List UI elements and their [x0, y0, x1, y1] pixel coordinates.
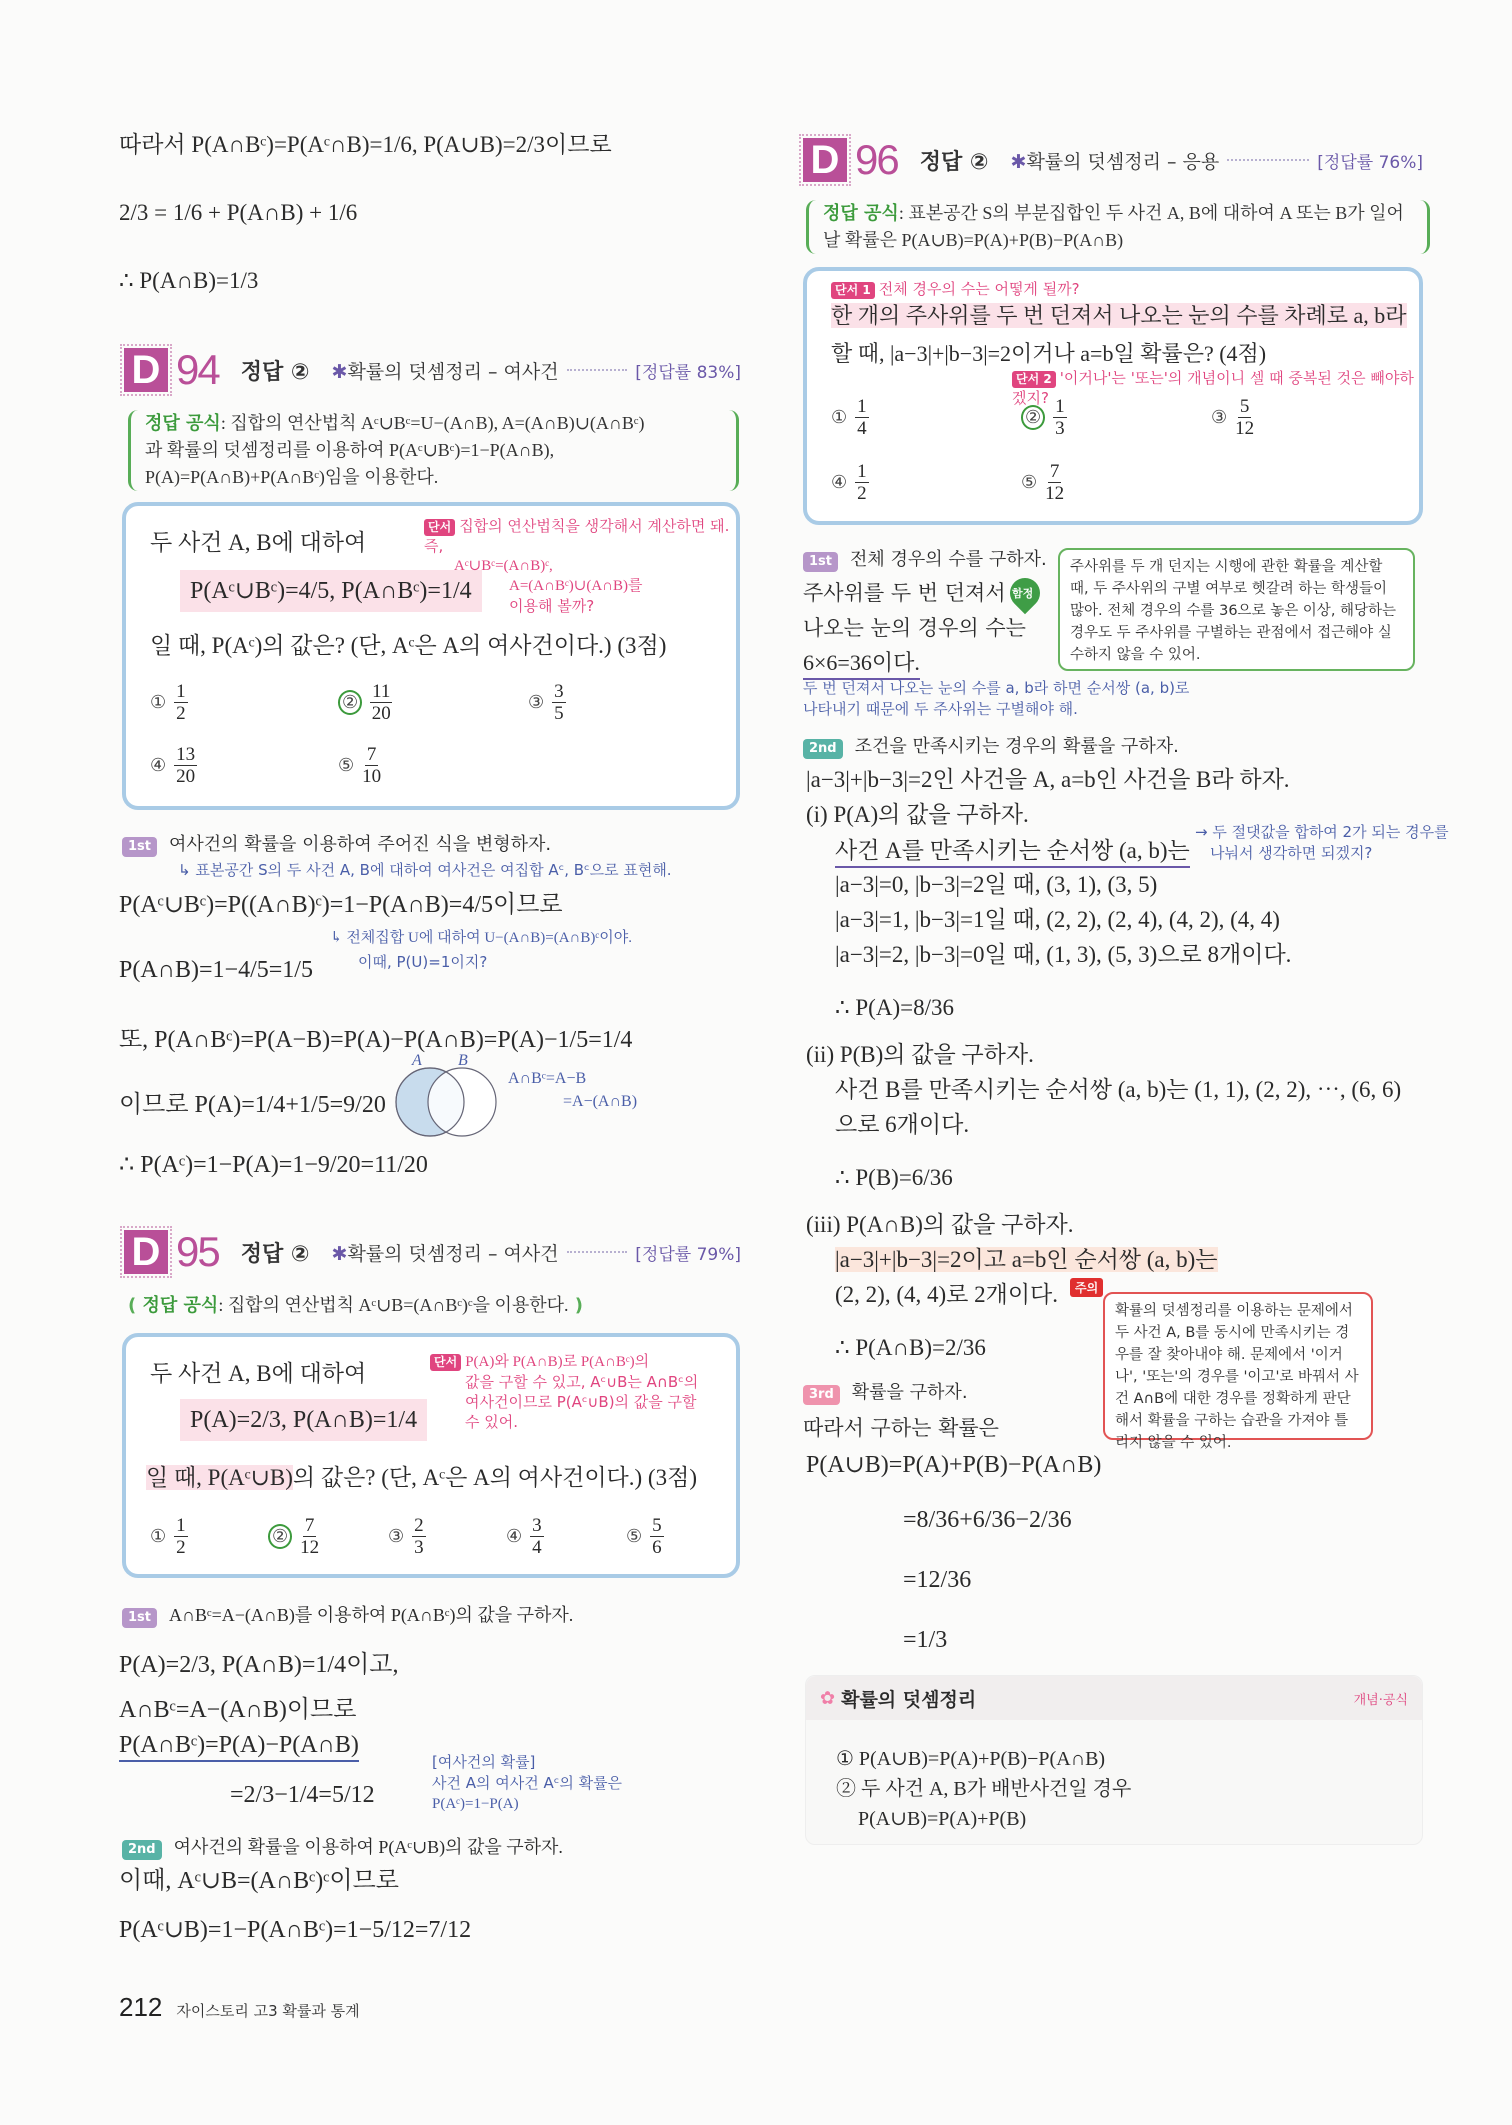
q96-question-line-2: 할 때, |a−3|+|b−3|=2이거나 a=b일 확률은? (4점)	[831, 341, 1267, 366]
prev-solution-line-2: 2/3 = 1/6 + P(A∩B) + 1/6	[119, 200, 358, 225]
q94-answer: 정답 ②	[240, 359, 310, 385]
q94-step1-eq5: ∴ P(Aᶜ)=1−P(A)=1−9/20=11/20	[119, 1152, 428, 1178]
hint-tag: 단서 1	[831, 282, 875, 299]
q94-step1-note: ↳ 표본공간 S의 두 사건 A, B에 대하여 여사건은 여집합 Aᶜ, Bᶜ으로 표현해.	[178, 861, 672, 879]
q96-step1-line-3: 6×6=36이다.	[803, 648, 920, 680]
q94-choice-4[interactable]: ④ $\frac{13}{20}$	[150, 744, 196, 787]
q95-answer: 정답 ②	[240, 1241, 310, 1267]
q96-part-i-line-4: |a−3|=2, |b−3|=0일 때, (1, 3), (5, 3)으로 8개이다.	[835, 942, 1292, 967]
q94-question-line-3: 일 때, P(Aᶜ)의 값은? (단, Aᶜ은 A의 여사건이다.) (3점)	[150, 633, 667, 658]
step-1-label: 1st	[122, 837, 157, 857]
q95-number: 95	[176, 1228, 219, 1275]
q96-part-i-line-3: |a−3|=1, |b−3|=1일 때, (2, 2), (2, 4), (4, 2), (4, 4)	[835, 907, 1280, 932]
q95-step2-heading: 2nd 여사건의 확률을 이용하여 P(Aᶜ∪B)의 값을 구하자.	[122, 1832, 563, 1863]
q96-part-i-note-2: 나눠서 생각하면 되겠지?	[1210, 844, 1373, 862]
q94-d-badge: D	[124, 348, 168, 392]
venn-note-1: A∩Bᶜ=A−B	[508, 1070, 587, 1087]
q96-part-ii-title: (ii) P(B)의 값을 구하자.	[806, 1042, 1034, 1067]
q96-choice-1[interactable]: ① $\frac{1}{4}$	[831, 396, 867, 439]
q95-formula-box: ( 정답 공식: 집합의 연산법칙 Aᶜ∪B=(A∩Bᶜ)ᶜ을 이용한다. )	[128, 1295, 584, 1316]
q96-d-badge: D	[803, 138, 847, 182]
selected-mark-icon: ②	[1021, 405, 1045, 430]
q96-part-ii-result: ∴ P(B)=6/36	[835, 1165, 953, 1190]
venn-label-b: B	[458, 1052, 468, 1069]
q95-step1-eq3: P(A∩Bᶜ)=P(A)−P(A∩B)	[119, 1730, 359, 1762]
selected-mark-icon: ②	[338, 690, 362, 715]
hint-tag: 단서	[430, 1354, 461, 1371]
q94-choice-1[interactable]: ① $\frac{1}{2}$	[150, 681, 186, 724]
q96-part-i-note-1: → 두 절댓값을 합하여 2가 되는 경우를	[1195, 823, 1449, 841]
q94-question-box	[122, 502, 740, 810]
book-title: 자이스토리 고3 확률과 통계	[176, 2002, 360, 2020]
q96-step2-heading: 2nd 조건을 만족시키는 경우의 확률을 구하자.	[803, 732, 1179, 762]
q96-part-iii-title: (iii) P(A∩B)의 값을 구하자.	[806, 1212, 1074, 1237]
q95-step2-eq2: P(Aᶜ∪B)=1−P(A∩Bᶜ)=1−5/12=7/12	[119, 1917, 472, 1943]
q96-rate: [정답률 76%]	[1317, 152, 1423, 173]
q95-choice-4[interactable]: ④ $\frac{3}{4}$	[506, 1515, 542, 1558]
q95-given: P(A)=2/3, P(A∩B)=1/4	[180, 1399, 427, 1441]
dotted-leader	[1227, 159, 1309, 161]
concept-line-2: ② 두 사건 A, B가 배반사건일 경우	[836, 1778, 1132, 1800]
q95-d-badge: D	[124, 1230, 168, 1274]
q95-step1-heading: 1st A∩Bᶜ=A−(A∩B)를 이용하여 P(A∩Bᶜ)의 값을 구하자.	[122, 1600, 573, 1631]
q94-choice-3[interactable]: ③ $\frac{3}{5}$	[528, 681, 564, 724]
q96-step3-eq2: =8/36+6/36−2/36	[903, 1507, 1072, 1533]
q94-given: P(Aᶜ∪Bᶜ)=4/5, P(A∩Bᶜ)=1/4	[180, 570, 482, 612]
prev-solution-line-1: 따라서 P(A∩Bᶜ)=P(Aᶜ∩B)=1/6, P(A∪B)=2/3이므로	[119, 132, 612, 157]
q94-choice-2[interactable]: ② $\frac{11}{20}$	[338, 681, 394, 724]
q95-question-box	[122, 1333, 740, 1578]
q96-header	[803, 135, 1423, 185]
q94-question-line-1: 두 사건 A, B에 대하여	[150, 530, 367, 555]
q96-choice-5[interactable]: ⑤ $\frac{7}{12}$	[1021, 461, 1065, 504]
q96-question-line-1: 한 개의 주사위를 두 번 던져서 나오는 눈의 수를 차례로 a, b라	[831, 303, 1407, 328]
prev-solution-line-3: ∴ P(A∩B)=1/3	[119, 268, 259, 293]
q96-part-i-result: ∴ P(A)=8/36	[835, 995, 954, 1020]
dotted-leader	[567, 369, 628, 371]
q96-step3-eq1: P(A∪B)=P(A)+P(B)−P(A∩B)	[806, 1452, 1102, 1478]
q94-rate: [정답률 83%]	[635, 362, 741, 383]
q94-header	[124, 345, 741, 395]
hint-tag: 단서	[424, 519, 455, 536]
q95-hint: 단서 P(A)와 P(A∩B)로 P(A∩Bᶜ)의 값을 구할 수 있고, Aᶜ∪B는 A∩Bᶜ의 여사건이므로 P(Aᶜ∪B)의 값을 구할 수 있어.	[430, 1351, 698, 1432]
step-2-label: 2nd	[122, 1840, 162, 1860]
q95-choice-5[interactable]: ⑤ $\frac{5}{6}$	[626, 1515, 662, 1558]
q96-part-ii-line-1: 사건 B를 만족시키는 순서쌍 (a, b)는 (1, 1), (2, 2), ⋯, (6, 6)	[835, 1077, 1402, 1102]
step-2-label: 2nd	[803, 739, 843, 759]
q95-header	[124, 1227, 741, 1277]
q95-step1-eq2: A∩Bᶜ=A−(A∩B)이므로	[119, 1697, 357, 1723]
trap-label: 함정	[1012, 587, 1034, 600]
q96-hint-1: 단서 1 전체 경우의 수는 어떻게 될까?	[831, 279, 1080, 299]
q95-question-line-3: 일 때, P(Aᶜ∪B)의 값은? (단, Aᶜ은 A의 여사건이다.) (3점)	[146, 1465, 697, 1490]
q96-formula-box: 정답 공식: 표본공간 S의 부분집합인 두 사건 A, B에 대하여 A 또는 B가 일어 날 확률은 P(A∪B)=P(A)+P(B)−P(A∩B)	[806, 200, 1430, 254]
q95-choice-3[interactable]: ③ $\frac{2}{3}$	[388, 1515, 424, 1558]
q96-step1-note-1: 두 번 던져서 나오는 눈의 수를 a, b라 하면 순서쌍 (a, b)로	[803, 679, 1190, 697]
venn-note-2: =A−(A∩B)	[563, 1093, 638, 1110]
q95-step1-eq1: P(A)=2/3, P(A∩B)=1/4이고,	[119, 1652, 399, 1678]
flower-icon: ✿	[820, 1687, 836, 1709]
q95-side-line-2: P(Aᶜ)=1−P(A)	[432, 1796, 519, 1812]
q96-step3-heading: 3rd 확률을 구하자.	[803, 1378, 968, 1408]
q96-number: 96	[855, 136, 898, 183]
concept-box	[805, 1675, 1423, 1845]
q94-step1-eq4: 이므로 P(A)=1/4+1/5=9/20	[119, 1092, 386, 1118]
star-icon: ✱	[331, 1242, 348, 1265]
q94-step1-eq2: P(A∩B)=1−4/5=1/5	[119, 957, 313, 983]
q96-step3-eq4: =1/3	[903, 1627, 948, 1653]
q96-choice-2[interactable]: ② $\frac{1}{3}$	[1021, 396, 1069, 439]
q96-part-iii-line-2: (2, 2), (4, 4)로 2개이다.	[835, 1282, 1059, 1307]
concept-line-3: P(A∪B)=P(A)+P(B)	[858, 1808, 1027, 1830]
q96-step1-line-2: 나오는 눈의 경우의 수는	[803, 616, 1026, 640]
venn-label-a: A	[412, 1052, 422, 1069]
venn-diagram-icon	[390, 1060, 510, 1140]
q95-choice-2[interactable]: ② $\frac{7}{12}$	[268, 1515, 321, 1558]
q95-topic: ✱확률의 덧셈정리 – 여사건	[331, 1242, 559, 1265]
q96-part-ii-line-2: 으로 6개이다.	[835, 1112, 970, 1137]
q94-step1-eq1: P(Aᶜ∪Bᶜ)=P((A∩B)ᶜ)=1−P(A∩B)=4/5이므로	[119, 892, 563, 918]
step-3-label: 3rd	[803, 1385, 840, 1405]
q95-choice-1[interactable]: ① $\frac{1}{2}$	[150, 1515, 186, 1558]
q96-choice-4[interactable]: ④ $\frac{1}{2}$	[831, 461, 867, 504]
q94-step1-note3: 이때, P(U)=1이지?	[358, 953, 488, 971]
q96-part-iii-result: ∴ P(A∩B)=2/36	[835, 1335, 986, 1360]
q94-step1-eq3: 또, P(A∩Bᶜ)=P(A−B)=P(A)−P(A∩B)=P(A)−1/5=1/4	[119, 1027, 633, 1053]
q96-choice-3[interactable]: ③ $\frac{5}{12}$	[1211, 396, 1255, 439]
step-1-label: 1st	[803, 552, 838, 572]
concept-line-1: ① P(A∪B)=P(A)+P(B)−P(A∩B)	[836, 1748, 1106, 1770]
q96-question-box	[803, 267, 1423, 525]
q95-step1-eq4: =2/3−1/4=5/12	[230, 1782, 375, 1808]
q96-part-i-line-1: 사건 A를 만족시키는 순서쌍 (a, b)는	[835, 836, 1190, 868]
dotted-leader	[567, 1251, 628, 1253]
q94-step1-heading: 1st 여사건의 확률을 이용하여 주어진 식을 변형하자.	[122, 830, 551, 860]
step-1-label: 1st	[122, 1608, 157, 1628]
star-icon: ✱	[1010, 150, 1027, 173]
q94-formula-box: 정답 공식: 집합의 연산법칙 Aᶜ∪Bᶜ=U−(A∩B), A=(A∩B)∪(A∩Bᶜ) 과 확률의 덧셈정리를 이용하여 P(Aᶜ∪Bᶜ)=1−P(A∩B), P(A)=P(A∩B)+P(A∩Bᶜ)임을 이용한다.	[128, 410, 739, 491]
page-footer	[119, 1992, 360, 2023]
q95-rate: [정답률 79%]	[635, 1244, 741, 1265]
q96-part-i-line-2: |a−3|=0, |b−3|=2일 때, (3, 1), (3, 5)	[835, 872, 1158, 897]
q96-answer: 정답 ②	[919, 149, 989, 175]
q96-step1-note-2: 나타내기 때문에 두 주사위는 구별해야 해.	[803, 700, 1078, 718]
trap-callout: 주사위를 두 개 던지는 시행에 관한 확률을 계산할 때, 두 주사위의 구별 여부로 헷갈려 하는 학생들이 많아. 전체 경우의 수를 36으로 놓은 이상, 해당하는 경우도 두 주사위를 구별하는 관점에서 접근해야 실수하지 않을 수 있어.	[1058, 548, 1415, 671]
q94-topic: ✱확률의 덧셈정리 – 여사건	[331, 360, 559, 383]
q95-step2-eq1: 이때, Aᶜ∪B=(A∩Bᶜ)ᶜ이므로	[119, 1868, 399, 1894]
q94-choice-5[interactable]: ⑤ $\frac{7}{10}$	[338, 744, 382, 787]
q95-side-title: [여사건의 확률]	[432, 1753, 536, 1771]
formula-label: 정답 공식	[145, 413, 221, 434]
warning-badge: 주의	[1070, 1278, 1103, 1297]
q96-step3-eq3: =12/36	[903, 1567, 972, 1593]
warning-callout: 확률의 덧셈정리를 이용하는 문제에서 두 사건 A, B를 동시에 만족시키는 경우를 잘 찾아내야 해. 문제에서 '이거나', '또는'의 경우를 '이고'로 바꿔서 사건 A∩B에 대한 경우를 정확하게 판단해서 확률을 구하는 습관을 가져야 틀리지 않을 수 있어.	[1103, 1292, 1373, 1440]
q94-hint: 단서 집합의 연산법칙을 생각해서 계산하면 돼. 즉, Aᶜ∪Bᶜ=(A∩B)ᶜ, A=(A∩Bᶜ)∪(A∩B)를 이용해 볼까?	[424, 517, 730, 615]
q95-question-line-1: 두 사건 A, B에 대하여	[150, 1361, 367, 1386]
selected-mark-icon: ②	[268, 1524, 292, 1549]
q96-part-iii-line-1: |a−3|+|b−3|=2이고 a=b인 순서쌍 (a, b)는	[835, 1247, 1218, 1272]
q96-step3-intro: 따라서 구하는 확률은	[803, 1416, 999, 1440]
concept-title: 확률의 덧셈정리	[841, 1688, 977, 1711]
q94-number: 94	[176, 346, 219, 393]
star-icon: ✱	[331, 360, 348, 383]
q96-part-i-title: (i) P(A)의 값을 구하자.	[806, 802, 1029, 827]
q96-step2-intro: |a−3|+|b−3|=2인 사건을 A, a=b인 사건을 B라 하자.	[806, 767, 1290, 792]
q96-step1-line-1: 주사위를 두 번 던져서	[803, 581, 1006, 605]
q96-step1-heading: 1st 전체 경우의 수를 구하자.	[803, 545, 1047, 575]
concept-tag: 개념·공식	[1353, 1692, 1408, 1708]
page-number: 212	[119, 1992, 163, 2022]
q95-side-line-1: 사건 A의 여사건 Aᶜ의 확률은	[432, 1774, 623, 1792]
q96-topic: ✱확률의 덧셈정리 – 응용	[1010, 150, 1220, 173]
q96-hint-2: 단서 2 '이거나'는 '또는'의 개념이니 셀 때 중복된 것은 빼야하겠지?	[1012, 369, 1414, 407]
q94-step1-note2: ↳ 전체집합 U에 대하여 U−(A∩B)=(A∩B)ᶜ이야.	[330, 930, 632, 946]
hint-tag: 단서 2	[1012, 371, 1056, 388]
